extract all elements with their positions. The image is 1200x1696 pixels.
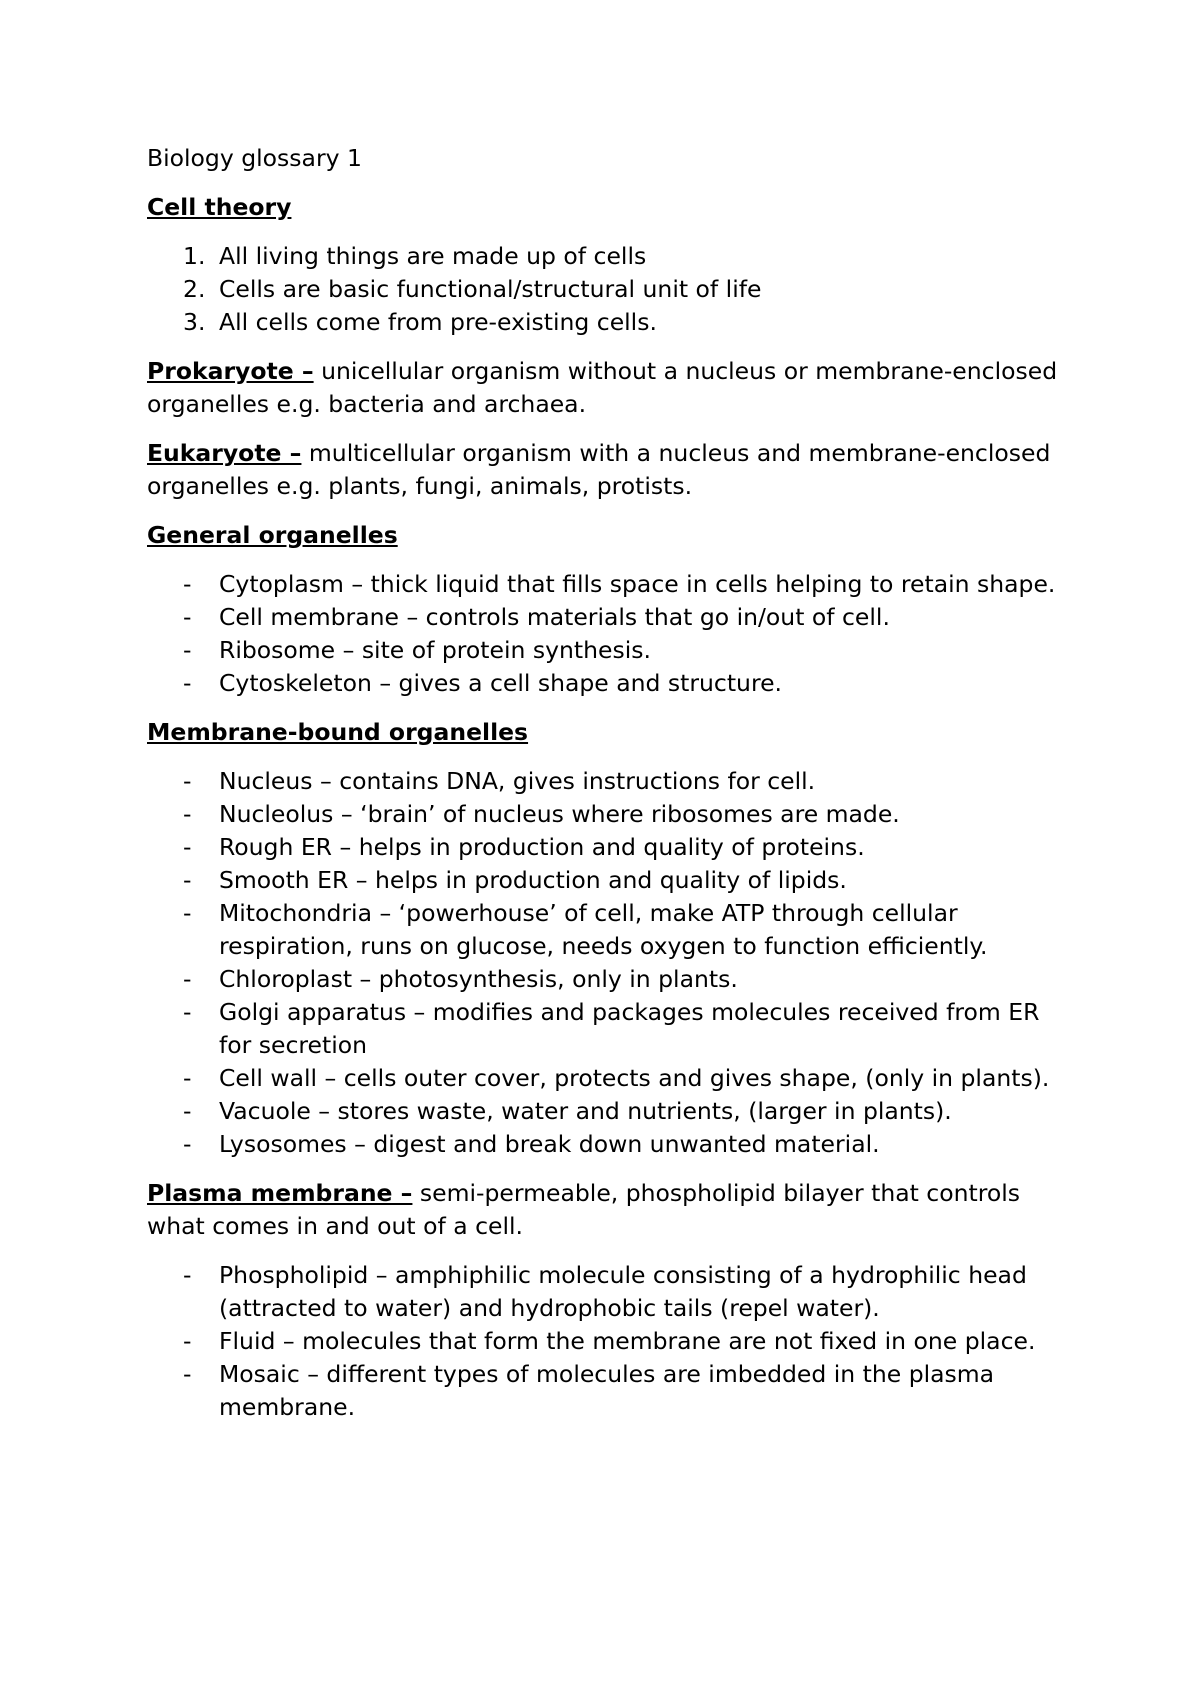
dash-marker: -	[183, 669, 192, 697]
list-item	[147, 667, 1077, 700]
list-item	[147, 798, 1077, 831]
list-item-text: Nucleus – contains DNA, gives instructions for cell.	[219, 767, 816, 795]
list-item	[147, 306, 1077, 339]
dash-marker: -	[183, 899, 192, 927]
list-item-text: Phospholipid – amphiphilic molecule consisting of a hydrophilic head (attracted to water) and hydrophobic tails (repel water).	[219, 1261, 1027, 1322]
dash-marker: -	[183, 1360, 192, 1388]
dash-marker: -	[183, 1064, 192, 1092]
membrane-bound-list	[147, 765, 1077, 1161]
dash-marker: -	[183, 1327, 192, 1355]
list-item-text: Vacuole – stores waste, water and nutrients, (larger in plants).	[219, 1097, 952, 1125]
dash-marker: -	[183, 636, 192, 664]
plasma-membrane-term: Plasma membrane –	[147, 1179, 413, 1207]
prokaryote-definition	[147, 355, 1077, 421]
cell-theory-heading: Cell theory	[147, 193, 292, 221]
list-item-text: Mitochondria – ‘powerhouse’ of cell, make ATP through cellular respiration, runs on glucose, needs oxygen to function efficiently.	[219, 899, 988, 960]
dash-marker: -	[183, 866, 192, 894]
list-number: 1.	[183, 242, 206, 270]
list-item	[147, 240, 1077, 273]
list-item-text: Nucleolus – ‘brain’ of nucleus where ribosomes are made.	[219, 800, 900, 828]
list-item-text: Cells are basic functional/structural unit of life	[219, 275, 762, 303]
list-item	[147, 831, 1077, 864]
dash-marker: -	[183, 603, 192, 631]
list-item	[147, 765, 1077, 798]
list-item	[147, 568, 1077, 601]
list-number: 3.	[183, 308, 206, 336]
list-item	[147, 864, 1077, 897]
list-item	[147, 1259, 1077, 1325]
eukaryote-text: multicellular organism with a nucleus and membrane-enclosed organelles e.g. plants, fungi, animals, protists.	[147, 439, 1051, 500]
list-number: 2.	[183, 275, 206, 303]
list-item	[147, 1128, 1077, 1161]
plasma-membrane-list	[147, 1259, 1077, 1424]
dash-marker: -	[183, 965, 192, 993]
list-item	[147, 996, 1077, 1062]
eukaryote-term: Eukaryote –	[147, 439, 302, 467]
list-item	[147, 601, 1077, 634]
dash-marker: -	[183, 800, 192, 828]
prokaryote-term: Prokaryote –	[147, 357, 314, 385]
dash-marker: -	[183, 1097, 192, 1125]
eukaryote-definition	[147, 437, 1077, 503]
document-title: Biology glossary 1	[147, 144, 362, 172]
list-item-text: Fluid – molecules that form the membrane are not fixed in one place.	[219, 1327, 1036, 1355]
list-item	[147, 1358, 1077, 1424]
dash-marker: -	[183, 767, 192, 795]
general-organelles-heading: General organelles	[147, 521, 398, 549]
list-item	[147, 273, 1077, 306]
dash-marker: -	[183, 1261, 192, 1289]
prokaryote-text: unicellular organism without a nucleus or membrane-enclosed organelles e.g. bacteria and archaea.	[147, 357, 1058, 418]
list-item-text: Chloroplast – photosynthesis, only in plants.	[219, 965, 738, 993]
list-item	[147, 963, 1077, 996]
document-page	[147, 142, 1077, 1440]
list-item-text: Cell wall – cells outer cover, protects and gives shape, (only in plants).	[219, 1064, 1050, 1092]
general-organelles-list	[147, 568, 1077, 700]
membrane-bound-heading: Membrane-bound organelles	[147, 718, 529, 746]
list-item	[147, 634, 1077, 667]
dash-marker: -	[183, 1130, 192, 1158]
list-item-text: Cytoskeleton – gives a cell shape and structure.	[219, 669, 783, 697]
list-item	[147, 1095, 1077, 1128]
list-item	[147, 1325, 1077, 1358]
plasma-membrane-definition	[147, 1177, 1077, 1243]
cell-theory-list	[147, 240, 1077, 339]
list-item-text: All living things are made up of cells	[219, 242, 647, 270]
list-item-text: Cell membrane – controls materials that go in/out of cell.	[219, 603, 890, 631]
dash-marker: -	[183, 833, 192, 861]
list-item	[147, 897, 1077, 963]
plasma-membrane-text: semi-permeable, phospholipid bilayer that controls what comes in and out of a cell.	[147, 1179, 1021, 1240]
dash-marker: -	[183, 998, 192, 1026]
list-item-text: Mosaic – different types of molecules are imbedded in the plasma membrane.	[219, 1360, 995, 1421]
list-item-text: Ribosome – site of protein synthesis.	[219, 636, 651, 664]
dash-marker: -	[183, 570, 192, 598]
list-item	[147, 1062, 1077, 1095]
list-item-text: Cytoplasm – thick liquid that fills space in cells helping to retain shape.	[219, 570, 1056, 598]
list-item-text: Golgi apparatus – modifies and packages molecules received from ER for secretion	[219, 998, 1040, 1059]
list-item-text: Smooth ER – helps in production and quality of lipids.	[219, 866, 847, 894]
list-item-text: Rough ER – helps in production and quality of proteins.	[219, 833, 865, 861]
list-item-text: Lysosomes – digest and break down unwanted material.	[219, 1130, 880, 1158]
list-item-text: All cells come from pre-existing cells.	[219, 308, 657, 336]
